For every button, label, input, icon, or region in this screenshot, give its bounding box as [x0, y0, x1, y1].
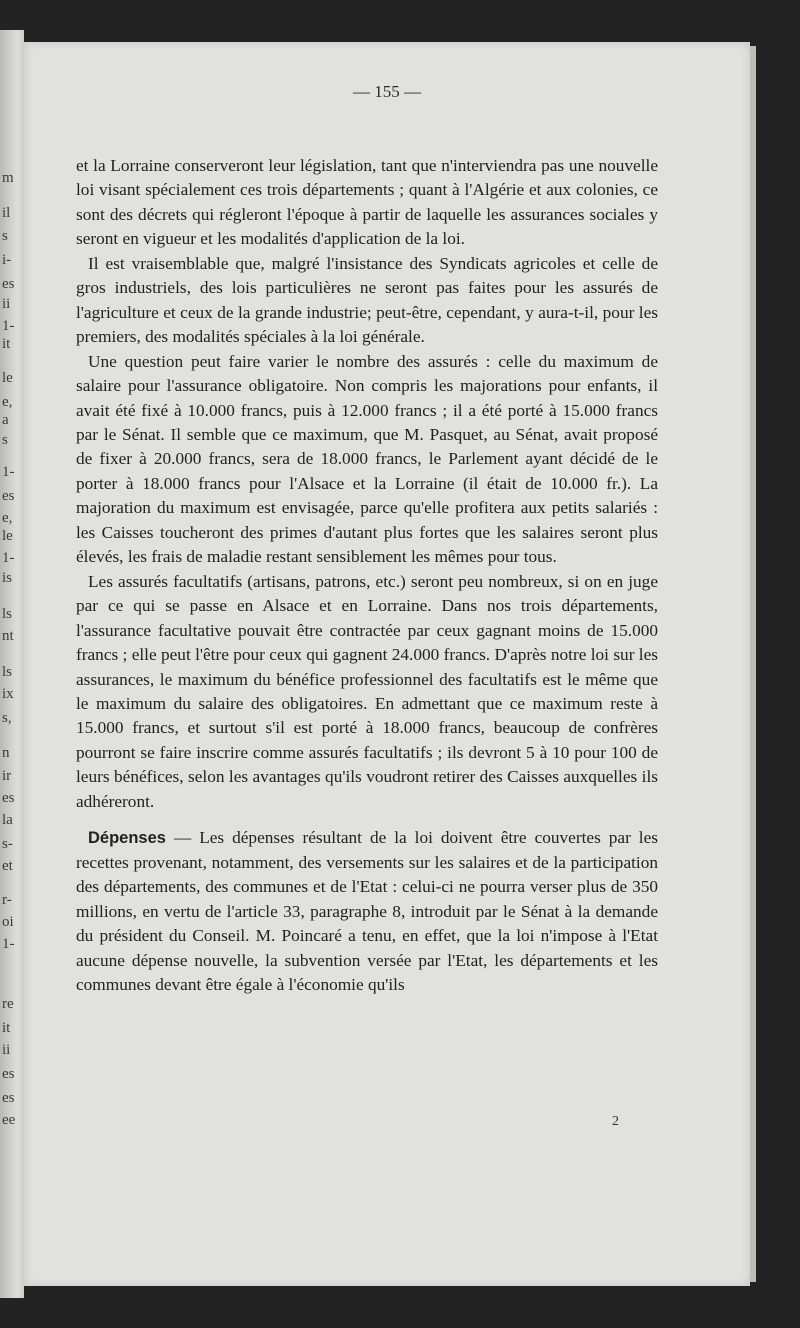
margin-fragment: s: [2, 432, 8, 448]
margin-fragment: le: [2, 370, 13, 386]
paragraph-text: — Les dépenses résultant de la loi doivent être couvertes par les recettes provenant, notamment, des versements sur les salaires et de la participation des départements, des communes et de l'Etat : celui-ci ne pourra verser plus de 350 millions, en vertu de l'article 33, paragraphe 8, introduit par le Sénat à la demande du président du Conseil. M. Poincaré a tenu, en effet, que la loi n'impose à l'Etat aucune dépense nouvelle, la subvention versée par l'Etat, les départements et les communes devant être égale à l'économie qu'ils: [76, 828, 658, 994]
margin-fragment: es: [2, 790, 15, 806]
page-number: — 155 —: [353, 82, 421, 101]
paragraph: et la Lorraine conserveront leur législation, tant que n'interviendra pas une nouvelle loi visant spécialement ces trois départements ; quant à l'Algérie et aux colonies, ce sont des décrets qui régleront l'époque à partir de laquelle les assurances sociales y seront en vigueur et les modalités d'application de la loi.: [76, 156, 658, 249]
margin-fragment: et: [2, 858, 13, 874]
margin-fragment: il: [2, 205, 11, 221]
paragraph: Une question peut faire varier le nombre des assurés : celle du maximum de salaire pour l'assurance obligatoire. Non compris les majorations pour enfants, il avait été fixé à 10.000 francs, puis à 12.000 francs ; il a été porté à 15.000 francs par le Sénat. Il semble que ce maximum, que M. Pasquet, au Sénat, avait proposé de fixer à 20.000 francs, sera de 18.000 francs, le Parlement ayant décidé de le porter à 18.000 francs pour l'Alsace et la Lorraine (il était de 10.000 fr.). La majoration du maximum est envisagée, parce qu'elle profitera aux petits salariés : les Caisses toucheront des primes d'autant plus fortes que les salaires seront plus élevés, les frais de maladie restant sensiblement les mêmes pour tous.: [76, 351, 658, 567]
margin-fragment: oi: [2, 914, 14, 930]
margin-fragment: es: [2, 276, 15, 292]
margin-fragment: e,: [2, 394, 13, 410]
margin-fragment: is: [2, 570, 13, 586]
margin-fragment: s-: [2, 836, 13, 852]
margin-fragment: 1-: [2, 318, 15, 334]
margin-fragment: n: [2, 745, 10, 761]
adjacent-page-edge: [0, 30, 24, 1298]
margin-fragment: ix: [2, 686, 14, 702]
margin-fragment: es: [2, 488, 15, 504]
margin-fragment: nt: [2, 628, 14, 644]
margin-fragment: ls: [2, 606, 13, 622]
margin-fragment: 1-: [2, 464, 15, 480]
page-edge: [750, 46, 756, 1282]
margin-fragment: r-: [2, 892, 12, 908]
margin-fragment: le: [2, 528, 13, 544]
margin-fragment: s,: [2, 710, 12, 726]
margin-fragment: e,: [2, 510, 13, 526]
margin-fragment: 1-: [2, 936, 15, 952]
signature-mark: 2: [612, 1114, 619, 1129]
margin-fragment: ir: [2, 768, 12, 784]
margin-fragment: ee: [2, 1112, 16, 1128]
margin-fragment: m: [2, 170, 14, 186]
margin-fragment: i-: [2, 252, 12, 268]
margin-fragment: la: [2, 812, 13, 828]
margin-fragment: ii: [2, 296, 11, 312]
paragraph: Il est vraisemblable que, malgré l'insistance des Syndicats agricoles et celle de gros industriels, des lois particulières ne seront pas faites pour les assurés de l'agriculture et ceux de la grande industrie; peut-être, cependant, y aura-t-il, pour les premiers, des modalités spéciales à la loi générale.: [76, 253, 658, 347]
paragraph: Les assurés facultatifs (artisans, patrons, etc.) seront peu nombreux, si on en juge par ce qui se passe en Alsace et en Lorraine. Dans nos trois départements, l'assurance facultative pouvait être contractée par ceux gagnant moins de 15.000 francs ; elle peut l'être pour ceux qui gagnent 24.000 francs. D'après notre loi sur les assurances, le maximum du bénéfice professionnel des facultatifs est le même que le maximum du salaire des obligatoires. En admettant que ce maximum reste à 15.000 francs, et surtout s'il est porté à 18.000 francs, beaucoup de confrères pourront se faire inscrire comme assurés facultatifs ; ils devront 5 à 10 pour 100 de leurs bénéfices, selon les avantages qu'ils voudront retirer des Caisses auxquelles ils adhéreront.: [76, 571, 658, 811]
margin-fragment: s: [2, 228, 8, 244]
margin-fragment: es: [2, 1090, 15, 1106]
margin-fragment: it: [2, 1020, 11, 1036]
margin-fragment: es: [2, 1066, 15, 1082]
margin-fragment: ii: [2, 1042, 11, 1058]
margin-fragment: it: [2, 336, 11, 352]
margin-fragment: a: [2, 412, 9, 428]
page-body: [76, 154, 658, 997]
depenses-paragraph: [76, 826, 658, 997]
margin-fragment: 1-: [2, 550, 15, 566]
margin-fragment: re: [2, 996, 14, 1012]
run-in-heading: Dépenses: [88, 829, 166, 848]
margin-fragment: ls: [2, 664, 13, 680]
